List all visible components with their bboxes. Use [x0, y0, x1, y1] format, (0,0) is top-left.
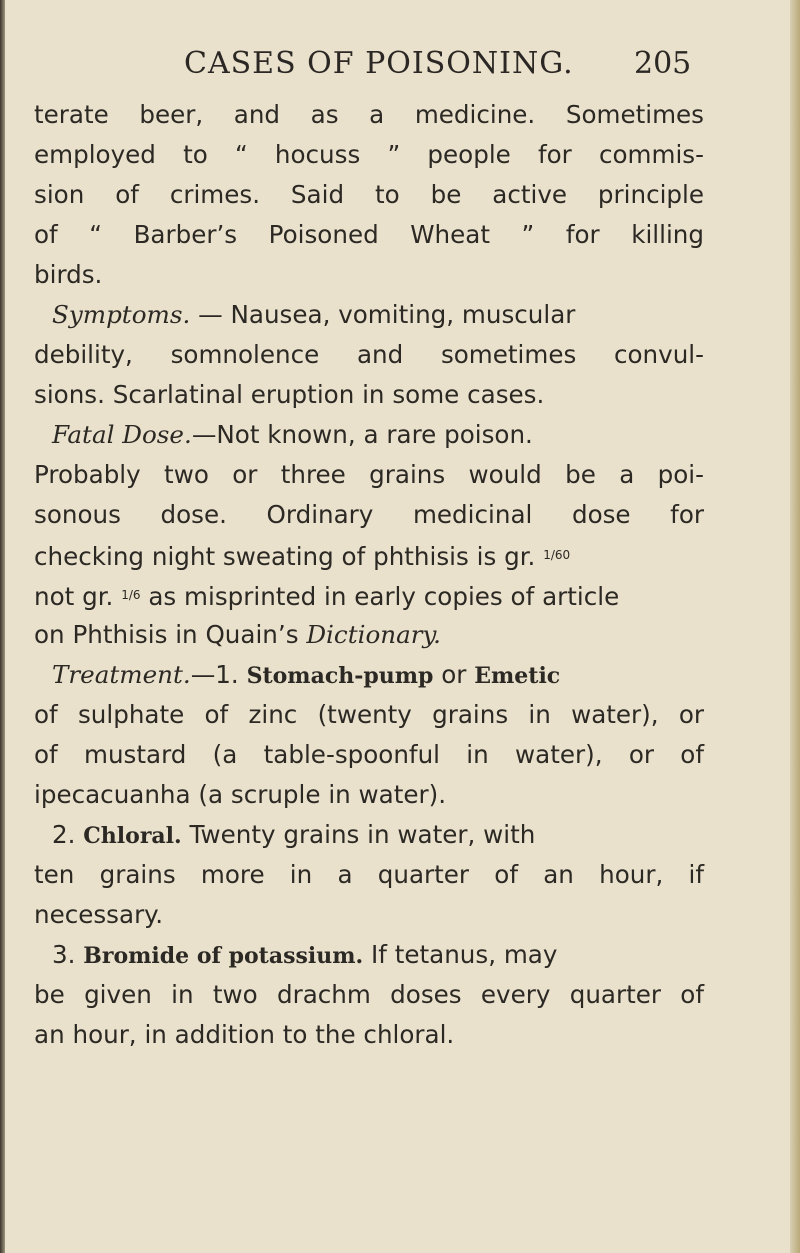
list-number: 3.: [52, 940, 76, 969]
bromide-paragraph-start: [34, 935, 557, 975]
text-line: an hour, in addition to the chloral.: [34, 1020, 455, 1049]
list-number: 2.: [52, 820, 76, 849]
text-line: [34, 535, 570, 575]
page-header: [34, 46, 724, 86]
symptoms-heading: Symptoms.: [52, 300, 191, 329]
chloral-paragraph-start: [34, 815, 535, 855]
symptoms-paragraph-start: [34, 295, 575, 335]
text-span: as misprinted in early copies of article: [148, 582, 620, 611]
bold-term: Bromide of potassium.: [83, 943, 364, 969]
text-span: —Not known, a rare poison.: [191, 420, 533, 449]
text-line: sonous dose. Ordinary medicinal dose for: [34, 500, 704, 529]
bold-term: Stomach-pump: [246, 663, 434, 689]
fatal-dose-paragraph-start: [34, 415, 533, 455]
text-line: sions. Scarlatinal eruption in some cases.: [34, 380, 545, 409]
text-line: be given in two drachm doses every quarter of: [34, 980, 704, 1009]
dictionary-title: Dictionary.: [306, 620, 441, 649]
bold-term: Chloral.: [83, 823, 182, 849]
fatal-dose-heading: Fatal Dose.: [52, 420, 192, 449]
text-line: of sulphate of zinc (twenty grains in water), or: [34, 700, 704, 729]
fraction: 1/6: [121, 588, 141, 602]
page-right-edge: [790, 0, 800, 1253]
text-line: employed to “ hocuss ” people for commis-: [34, 140, 704, 169]
text-line: sion of crimes. Said to be active principle: [34, 180, 704, 209]
text-line: ten grains more in a quarter of an hour, if: [34, 860, 704, 889]
text-line: of “ Barber’s Poisoned Wheat ” for killing: [34, 220, 704, 249]
text-span: checking night sweating of phthisis is gr.: [34, 542, 536, 571]
text-span: —1.: [190, 660, 239, 689]
page-left-edge: [0, 0, 5, 1253]
text-span: — Nausea, vomiting, muscular: [190, 300, 576, 329]
text-span: on Phthisis in Quain’s: [34, 620, 299, 649]
page-number: 205: [634, 46, 692, 81]
text-line: [34, 615, 441, 655]
treatment-paragraph-start: [34, 655, 560, 695]
bold-term: Emetic: [474, 663, 561, 689]
treatment-heading: Treatment.: [52, 660, 191, 689]
text-line: necessary.: [34, 900, 164, 929]
text-span: or: [441, 660, 467, 689]
text-span: not gr.: [34, 582, 114, 611]
text-line: terate beer, and as a medicine. Sometimes: [34, 100, 704, 129]
running-head: CASES OF POISONING.: [184, 46, 574, 81]
text-line: [34, 575, 619, 615]
text-line: birds.: [34, 260, 103, 289]
text-line: debility, somnolence and sometimes convul-: [34, 340, 704, 369]
fraction: 1/60: [543, 548, 571, 562]
text-span: If tetanus, may: [371, 940, 558, 969]
text-line: ipecacuanha (a scruple in water).: [34, 780, 447, 809]
text-line: Probably two or three grains would be a poi-: [34, 460, 704, 489]
text-span: Twenty grains in water, with: [189, 820, 536, 849]
book-page: [34, 0, 724, 1253]
text-line: of mustard (a table-spoonful in water), or of: [34, 740, 704, 769]
